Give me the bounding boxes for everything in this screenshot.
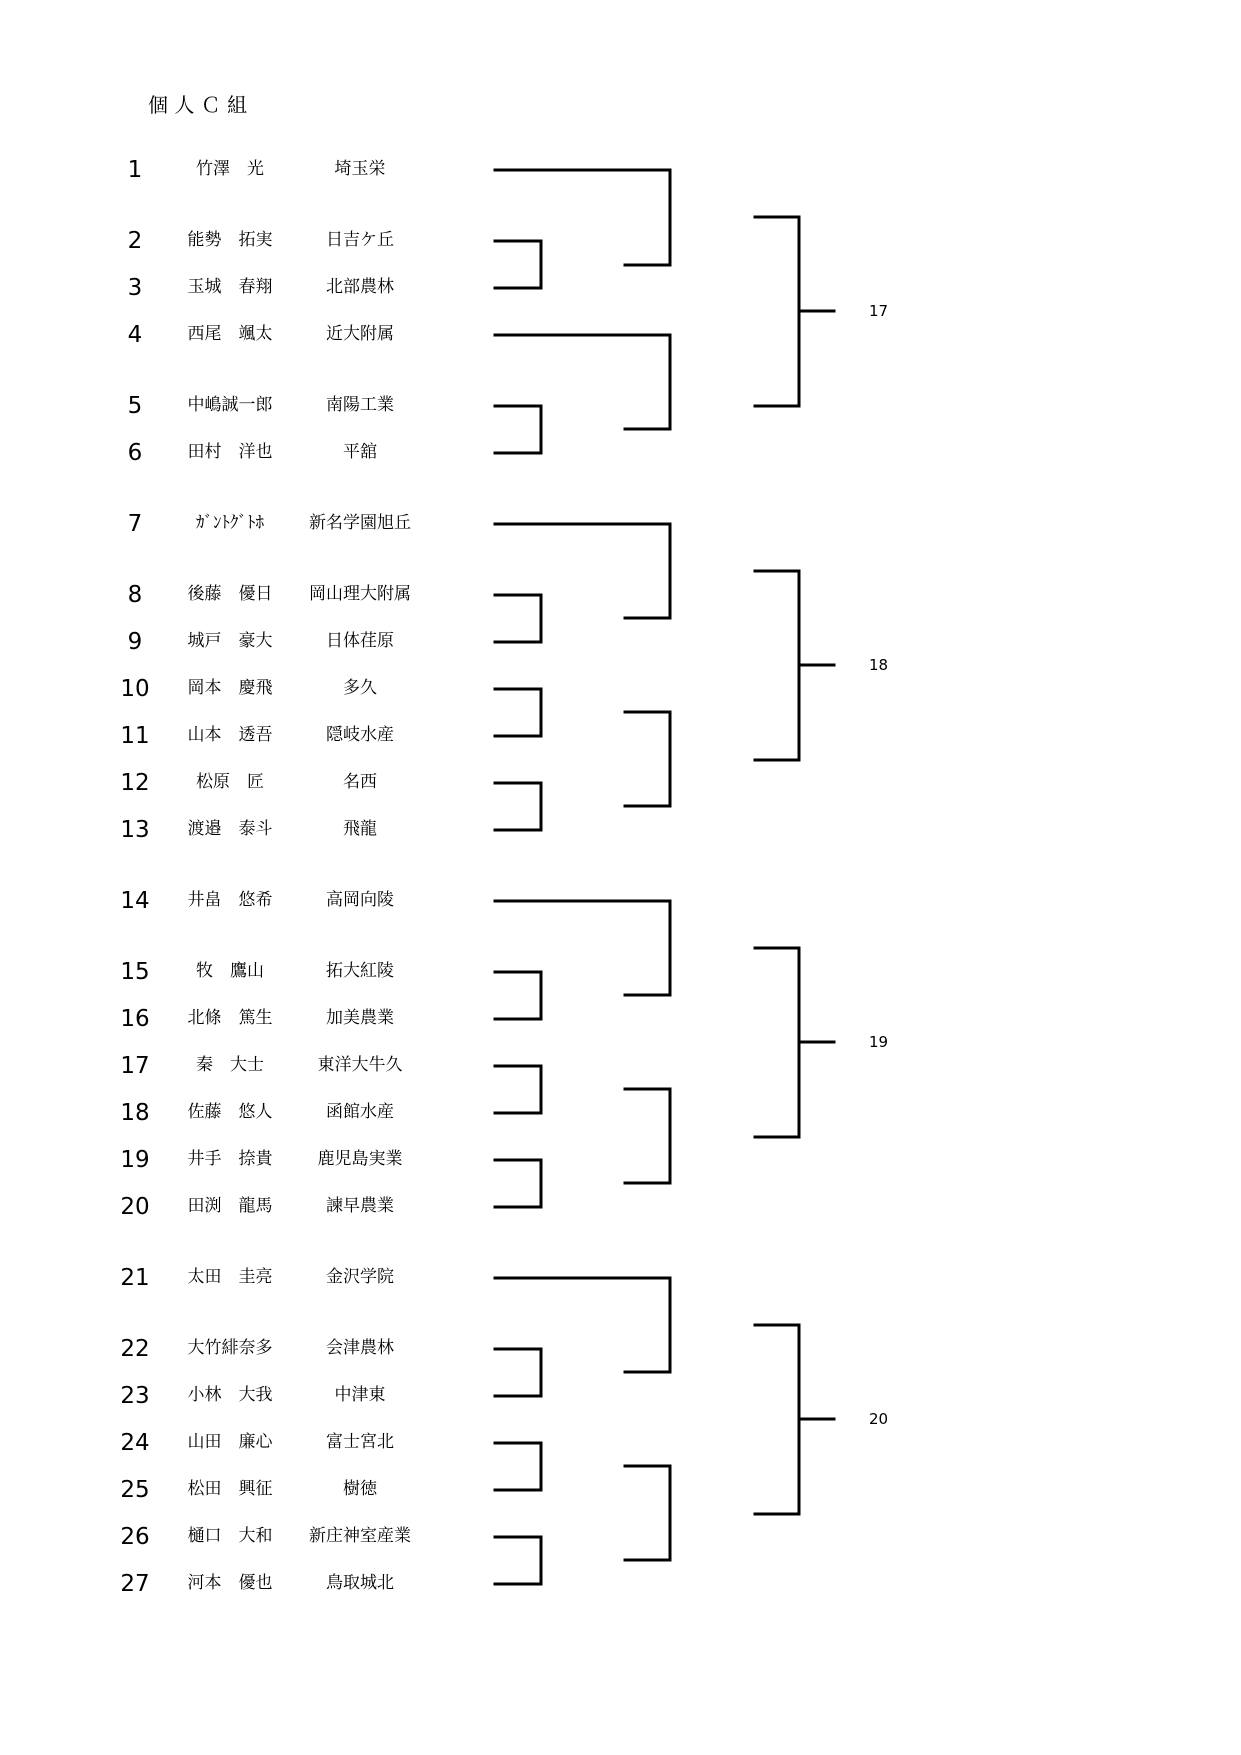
entry-number: 26 xyxy=(120,1524,150,1550)
school-name: 高岡向陵 xyxy=(326,890,394,910)
school-name: 多久 xyxy=(343,678,377,698)
entry-number: 14 xyxy=(120,888,150,914)
bracket-winner-number: 19 xyxy=(869,1033,889,1051)
player-name: 後藤 優日 xyxy=(187,584,273,604)
entry-number: 23 xyxy=(120,1383,150,1409)
player-name: 佐藤 悠人 xyxy=(187,1102,273,1122)
player-name: 山田 廉心 xyxy=(187,1432,273,1452)
school-name: 平舘 xyxy=(343,442,377,462)
school-name: 日体荏原 xyxy=(326,631,394,651)
player-name: 田村 洋也 xyxy=(187,442,273,462)
school-name: 諫早農業 xyxy=(326,1196,394,1216)
player-name: 城戸 豪大 xyxy=(187,631,273,651)
school-name: 新名学園旭丘 xyxy=(309,513,411,533)
school-name: 岡山理大附属 xyxy=(309,584,411,604)
school-name: 加美農業 xyxy=(326,1008,394,1028)
bracket-line xyxy=(755,948,799,1137)
player-name: 中嶋誠一郎 xyxy=(187,395,273,415)
bracket-winner-number: 17 xyxy=(869,302,889,320)
entry-number: 21 xyxy=(120,1265,150,1291)
school-name: 日吉ケ丘 xyxy=(326,230,394,250)
entry-number: 2 xyxy=(127,228,143,254)
bracket-line xyxy=(755,571,799,760)
school-name: 鹿児島実業 xyxy=(317,1149,403,1169)
entry-number: 15 xyxy=(120,959,150,985)
player-name: 北條 篤生 xyxy=(187,1008,273,1028)
school-name: 埼玉栄 xyxy=(334,159,386,179)
school-name: 鳥取城北 xyxy=(326,1573,394,1593)
player-name: 河本 優也 xyxy=(187,1573,273,1593)
bracket-line xyxy=(625,712,670,806)
school-name: 飛龍 xyxy=(343,819,377,839)
player-name: 能勢 拓実 xyxy=(187,230,273,250)
bracket-line xyxy=(755,217,799,406)
entry-number: 13 xyxy=(120,817,150,843)
school-name: 隠岐水産 xyxy=(326,725,394,745)
bracket-line xyxy=(495,595,541,642)
player-name: ｶﾞﾝﾄｸﾞﾄﾎ xyxy=(196,513,264,533)
entry-number: 19 xyxy=(120,1147,150,1173)
player-name: 太田 圭亮 xyxy=(187,1267,273,1287)
player-name: 秦 大士 xyxy=(196,1055,264,1075)
entry-number: 8 xyxy=(127,582,143,608)
school-name: 東洋大牛久 xyxy=(317,1055,403,1075)
player-name: 岡本 慶飛 xyxy=(187,678,273,698)
entry-number: 3 xyxy=(127,275,143,301)
player-name: 山本 透吾 xyxy=(187,725,273,745)
school-name: 南陽工業 xyxy=(326,395,394,415)
player-name: 竹澤 光 xyxy=(196,159,264,179)
bracket-winner-number: 18 xyxy=(869,656,889,674)
school-name: 函館水産 xyxy=(326,1102,394,1122)
entry-number: 7 xyxy=(127,511,143,537)
bracket-line xyxy=(495,689,541,736)
entry-number: 25 xyxy=(120,1477,150,1503)
player-name: 松原 匠 xyxy=(196,772,264,792)
school-name: 中津東 xyxy=(334,1385,386,1405)
school-name: 会津農林 xyxy=(326,1338,394,1358)
bracket-line xyxy=(495,972,541,1019)
bracket-line xyxy=(495,1349,541,1396)
bracket-line xyxy=(495,901,670,995)
player-name: 井畠 悠希 xyxy=(187,890,273,910)
player-name: 樋口 大和 xyxy=(187,1526,273,1546)
bracket-line xyxy=(495,524,670,618)
player-name: 小林 大我 xyxy=(187,1385,273,1405)
bracket-line xyxy=(625,1466,670,1560)
player-name: 玉城 春翔 xyxy=(187,277,273,297)
bracket-line xyxy=(495,335,670,429)
school-name: 金沢学院 xyxy=(326,1267,394,1287)
player-name: 松田 興征 xyxy=(187,1479,273,1499)
bracket-line xyxy=(495,1537,541,1584)
bracket-line xyxy=(495,1278,670,1372)
entry-number: 17 xyxy=(120,1053,150,1079)
entry-number: 22 xyxy=(120,1336,150,1362)
bracket-line xyxy=(495,1443,541,1490)
school-name: 拓大紅陵 xyxy=(326,961,394,981)
entry-number: 18 xyxy=(120,1100,150,1126)
entry-number: 1 xyxy=(127,157,143,183)
school-name: 北部農林 xyxy=(326,277,394,297)
bracket-line xyxy=(495,170,670,265)
school-name: 樹徳 xyxy=(343,1479,377,1499)
bracket-line xyxy=(495,1066,541,1113)
entry-number: 4 xyxy=(127,322,143,348)
bracket-winner-number: 20 xyxy=(869,1410,889,1428)
entry-number: 27 xyxy=(120,1571,150,1597)
bracket-line xyxy=(495,783,541,830)
entry-number: 11 xyxy=(120,723,150,749)
entry-number: 20 xyxy=(120,1194,150,1220)
player-name: 井手 捺貴 xyxy=(187,1149,273,1169)
player-name: 大竹緋奈多 xyxy=(187,1338,273,1358)
entry-number: 5 xyxy=(127,393,143,419)
entry-number: 9 xyxy=(127,629,143,655)
bracket-line xyxy=(625,1089,670,1183)
player-name: 西尾 颯太 xyxy=(187,324,273,344)
school-name: 近大附属 xyxy=(326,324,394,344)
entry-number: 12 xyxy=(120,770,150,796)
school-name: 新庄神室産業 xyxy=(309,1526,411,1546)
school-name: 名西 xyxy=(343,772,377,792)
entry-number: 6 xyxy=(127,440,143,466)
bracket-line xyxy=(495,241,541,288)
bracket-line xyxy=(495,406,541,453)
page-title: 個 人 Ｃ 組 xyxy=(148,93,248,117)
player-name: 田渕 龍馬 xyxy=(187,1196,273,1216)
school-name: 富士宮北 xyxy=(326,1432,394,1452)
player-name: 渡邉 泰斗 xyxy=(187,819,273,839)
player-name: 牧 鷹山 xyxy=(196,961,264,981)
entry-number: 24 xyxy=(120,1430,150,1456)
bracket-line xyxy=(755,1325,799,1514)
bracket-line xyxy=(495,1160,541,1207)
entry-number: 16 xyxy=(120,1006,150,1032)
entry-number: 10 xyxy=(120,676,150,702)
